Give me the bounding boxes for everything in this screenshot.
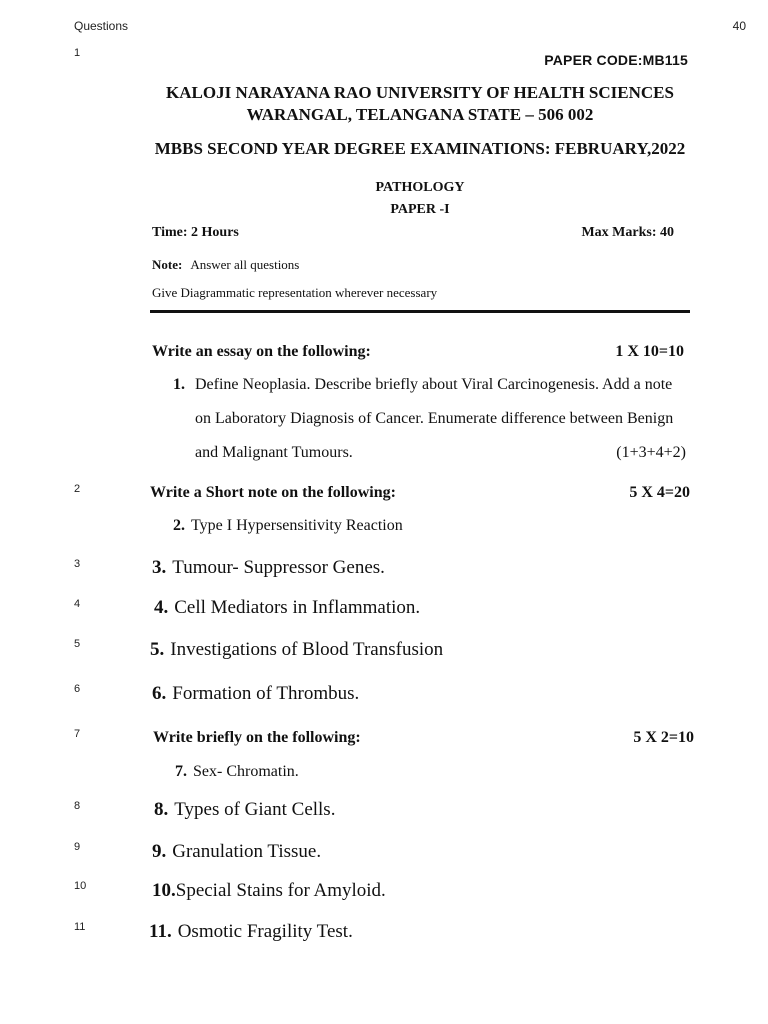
question-3-text: Tumour- Suppressor Genes. [172, 557, 385, 578]
question-7-number: 7. [175, 763, 187, 780]
question-9 [152, 841, 321, 863]
question-11-number: 11. [149, 921, 172, 942]
question-7 [175, 763, 299, 781]
question-index-9: 9 [74, 841, 81, 853]
page-header-label: Questions [74, 19, 129, 33]
question-index-6: 6 [74, 683, 81, 695]
question-11-text: Osmotic Fragility Test. [177, 921, 353, 942]
paper-code: PAPER CODE:MB115 [544, 52, 688, 68]
header-divider [150, 310, 690, 313]
question-1-line-1: Define Neoplasia. Describe briefly about Viral Carcinogenesis. Add a note [195, 376, 673, 393]
question-5 [150, 639, 443, 661]
question-8 [154, 799, 335, 821]
note-label: Note: [152, 257, 183, 272]
question-1-number: 1. [173, 376, 185, 393]
question-index-4: 4 [74, 598, 81, 610]
question-index-5: 5 [74, 638, 81, 650]
question-5-number: 5. [150, 639, 165, 660]
question-index-8: 8 [74, 800, 81, 812]
section-brief-title: Write briefly on the following: [153, 729, 361, 746]
question-2 [173, 517, 403, 535]
paper-title: PAPER -I [390, 202, 450, 217]
question-9-number: 9. [152, 841, 167, 862]
question-index-10: 10 [74, 880, 87, 892]
time-allowed: Time: 2 Hours [152, 225, 239, 240]
question-3 [152, 557, 385, 579]
question-9-text: Granulation Tissue. [172, 841, 322, 862]
question-3-number: 3. [152, 557, 167, 578]
note [152, 257, 299, 273]
question-8-text: Types of Giant Cells. [174, 799, 336, 820]
question-10 [152, 880, 386, 902]
question-11 [149, 921, 353, 943]
question-8-number: 8. [154, 799, 169, 820]
question-index-3: 3 [74, 558, 81, 570]
section-brief-marks: 5 X 2=10 [633, 729, 694, 746]
question-6 [152, 683, 359, 705]
question-2-text: Type I Hypersensitivity Reaction [191, 517, 403, 534]
question-4-number: 4. [154, 597, 169, 618]
question-index-2: 2 [74, 483, 81, 495]
question-1-mark-split: (1+3+4+2) [616, 444, 686, 461]
instruction: Give Diagrammatic representation wherever necessary [152, 285, 438, 300]
question-2-number: 2. [173, 517, 185, 534]
question-1-line-3: and Malignant Tumours. [195, 444, 353, 461]
question-10-number: 10. [152, 880, 176, 901]
section-essay-title: Write an essay on the following: [152, 343, 371, 360]
question-6-text: Formation of Thrombus. [172, 683, 360, 704]
exam-title: MBBS SECOND YEAR DEGREE EXAMINATIONS: FEBRUARY,2022 [154, 139, 686, 158]
question-6-number: 6. [152, 683, 167, 704]
university-name: KALOJI NARAYANA RAO UNIVERSITY OF HEALTH SCIENCES [166, 83, 674, 102]
question-index-11: 11 [74, 921, 86, 933]
page-count: 40 [732, 19, 746, 33]
question-4-text: Cell Mediators in Inflammation. [174, 597, 421, 618]
note-text: Answer all questions [190, 257, 300, 272]
question-index-7: 7 [74, 728, 81, 740]
subject-title: PATHOLOGY [375, 180, 465, 195]
question-4 [154, 597, 420, 619]
section-short-marks: 5 X 4=20 [629, 484, 690, 501]
question-1-line-2: on Laboratory Diagnosis of Cancer. Enumerate difference between Benign [195, 410, 674, 427]
question-index-1: 1 [74, 47, 81, 59]
university-address: WARANGAL, TELANGANA STATE – 506 002 [246, 105, 594, 124]
question-5-text: Investigations of Blood Transfusion [170, 639, 444, 660]
max-marks: Max Marks: 40 [581, 225, 674, 240]
section-essay-marks: 1 X 10=10 [615, 343, 684, 360]
section-short-title: Write a Short note on the following: [150, 484, 396, 501]
question-7-text: Sex- Chromatin. [193, 763, 299, 780]
question-10-text: Special Stains for Amyloid. [175, 880, 386, 901]
